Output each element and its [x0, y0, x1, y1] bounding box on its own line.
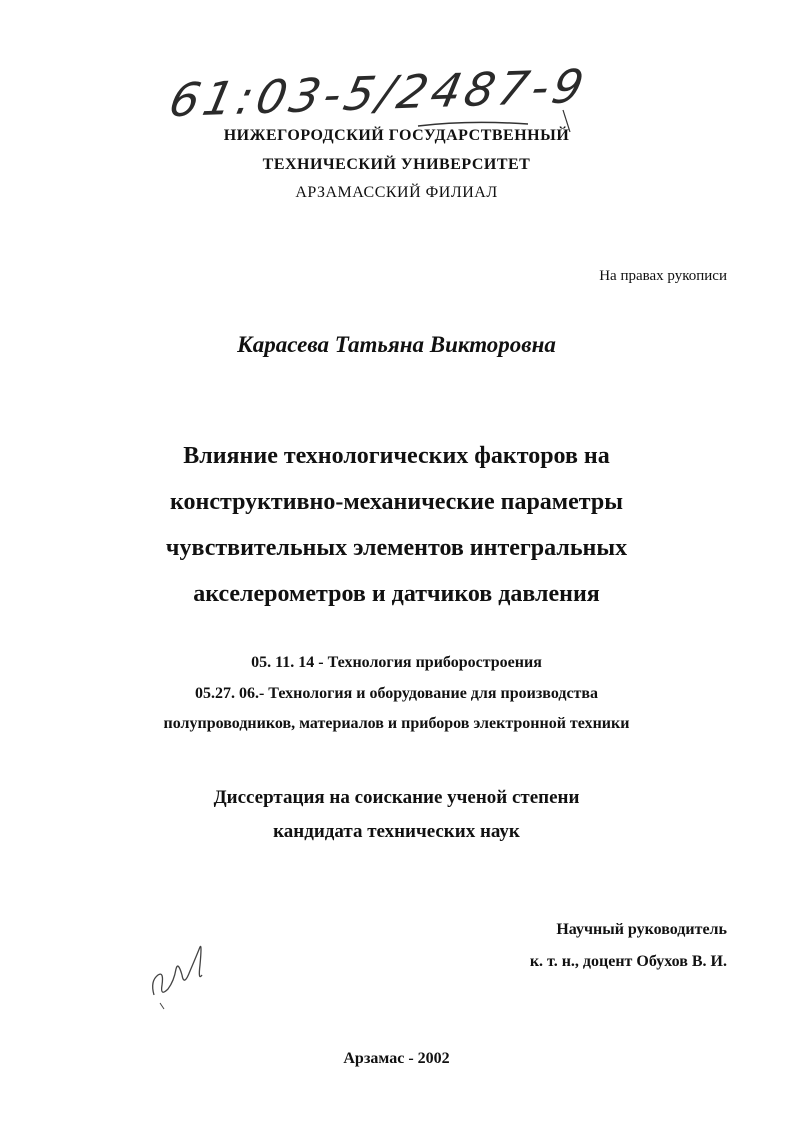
degree-line-1: Диссертация на соискание ученой степени [213, 787, 580, 808]
author-name: Карасева Татьяна Викторовна [237, 332, 556, 357]
specialty-line-3: полупроводников, материалов и приборов электронной техники [163, 715, 630, 732]
institution-line-1: НИЖЕГОРОДСКИЙ ГОСУДАРСТВЕННЫЙ [223, 127, 570, 144]
supervisor-name: к. т. н., доцент Обухов В. И. [529, 953, 727, 970]
city-year: Арзамас - 2002 [343, 1050, 450, 1067]
title-line-2: конструктивно-механические параметры [170, 489, 623, 515]
handwritten-archive-number [164, 58, 648, 138]
institution-line-3: АРЗАМАССКИЙ ФИЛИАЛ [295, 184, 498, 201]
specialty-line-2: 05.27. 06.- Технология и оборудование для производства [194, 685, 599, 702]
handwritten-number-text: 61:03-5/2487-9 [164, 58, 593, 128]
handwritten-strokes-icon [168, 58, 648, 138]
title-line-3: чувствительных элементов интегральных [165, 535, 628, 561]
title-line-4: акселерометров и датчиков давления [193, 581, 600, 607]
supervisor-label: Научный руководитель [556, 921, 727, 938]
degree-line-2: кандидата технических наук [273, 821, 520, 842]
rights-note: На правах рукописи [599, 268, 727, 284]
title-line-1: Влияние технологических факторов на [183, 443, 610, 469]
institution-line-2: ТЕХНИЧЕСКИЙ УНИВЕРСИТЕТ [262, 156, 531, 173]
dissertation-title [0, 433, 793, 617]
signature-icon [140, 935, 220, 1015]
specialty-line-1: 05. 11. 14 - Технология приборостроения [251, 654, 542, 671]
